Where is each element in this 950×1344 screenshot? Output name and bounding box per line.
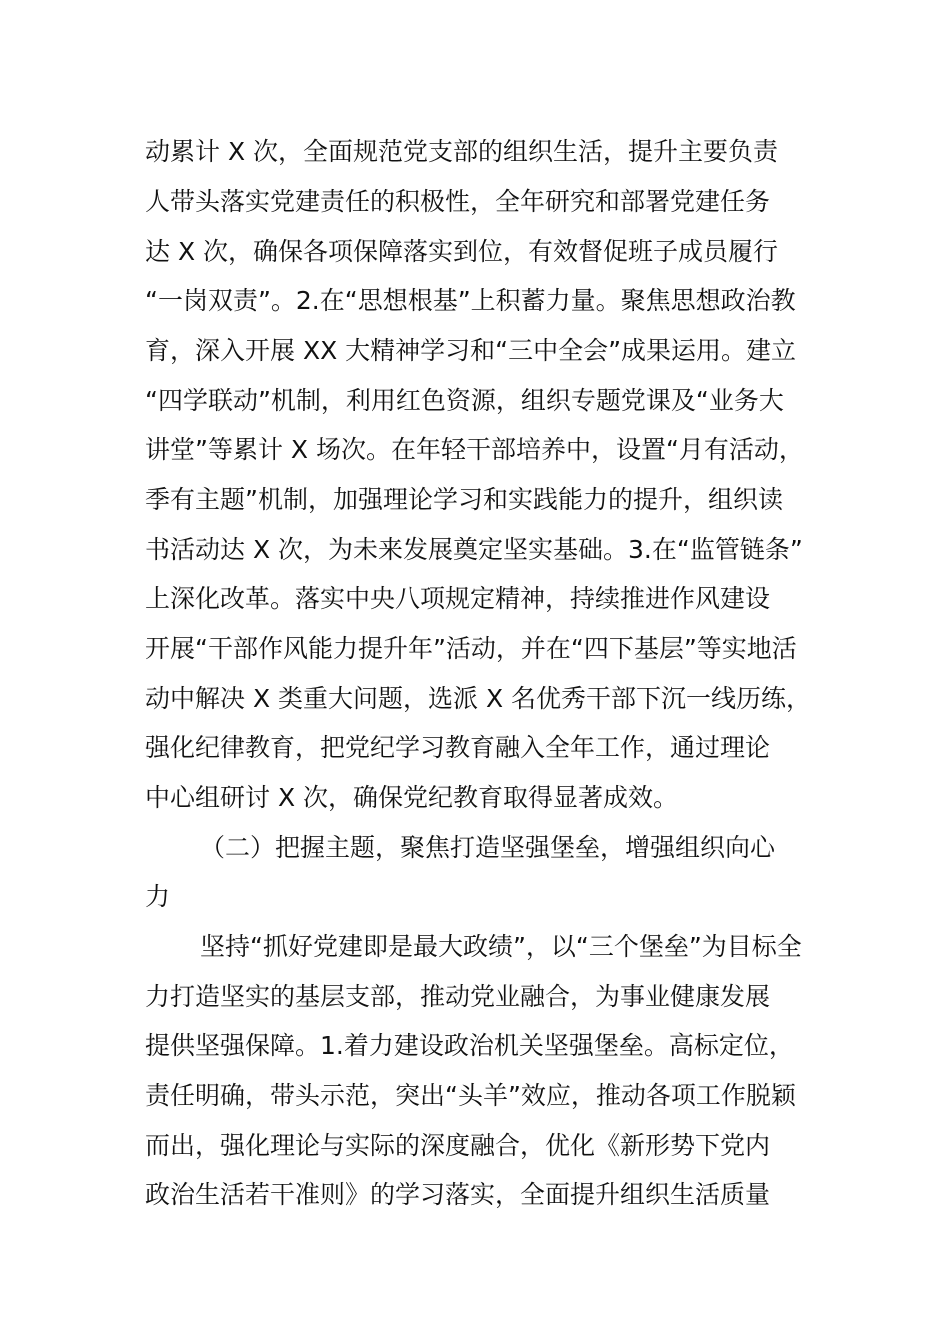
paragraph-line: 书活动达 X 次，为未来发展奠定坚实基础。3.在“监管链条” (145, 535, 803, 564)
paragraph-line: 达 X 次，确保各项保障落实到位，有效督促班子成员履行 (145, 237, 779, 266)
paragraph-line: 开展“干部作风能力提升年”活动，并在“四下基层”等实地活 (145, 634, 797, 663)
paragraph-line: 动累计 X 次，全面规范党支部的组织生活，提升主要负责 (145, 137, 779, 166)
paragraph-line: 人带头落实党建责任的积极性，全年研究和部署党建任务 (145, 187, 771, 216)
paragraph-line: 坚持“抓好党建即是最大政绩”，以“三个堡垒”为目标全 (200, 932, 802, 961)
paragraph-line: 强化纪律教育，把党纪学习教育融入全年工作，通过理论 (145, 733, 771, 762)
paragraph-line: 动中解决 X 类重大问题，选派 X 名优秀干部下沉一线历练， (145, 684, 812, 713)
paragraph-line: 中心组研讨 X 次，确保党纪教育取得显著成效。 (145, 783, 679, 812)
paragraph-line: 季有主题”机制，加强理论学习和实践能力的提升，组织读 (145, 485, 783, 514)
paragraph-line: 提供坚强保障。1.着力建设政治机关坚强堡垒。高标定位， (145, 1031, 794, 1060)
paragraph-line: 讲堂”等累计 X 场次。在年轻干部培养中，设置“月有活动， (145, 435, 804, 464)
section-heading: （二）把握主题，聚焦打造坚强堡垒，增强组织向心 (200, 833, 776, 862)
paragraph-line: 上深化改革。落实中央八项规定精神，持续推进作风建设 (145, 584, 771, 613)
paragraph-line: 力打造坚实的基层支部，推动党业融合，为事业健康发展 (145, 982, 771, 1011)
paragraph-line: 责任明确，带头示范，突出“头羊”效应，推动各项工作脱颖 (145, 1081, 796, 1110)
paragraph-line: 政治生活若干准则》的学习落实，全面提升组织生活质量 (145, 1180, 771, 1209)
paragraph-line: 育，深入开展 XX 大精神学习和“三中全会”成果运用。建立 (145, 336, 797, 365)
paragraph-line: “四学联动”机制，利用红色资源，组织专题党课及“业务大 (145, 386, 784, 415)
section-heading-continuation: 力 (145, 882, 171, 911)
paragraph-line: 而出，强化理论与实际的深度融合，优化《新形势下党内 (145, 1131, 771, 1160)
paragraph-line: “一岗双责”。2.在“思想根基”上积蓄力量。聚焦思想政治教 (145, 286, 796, 315)
